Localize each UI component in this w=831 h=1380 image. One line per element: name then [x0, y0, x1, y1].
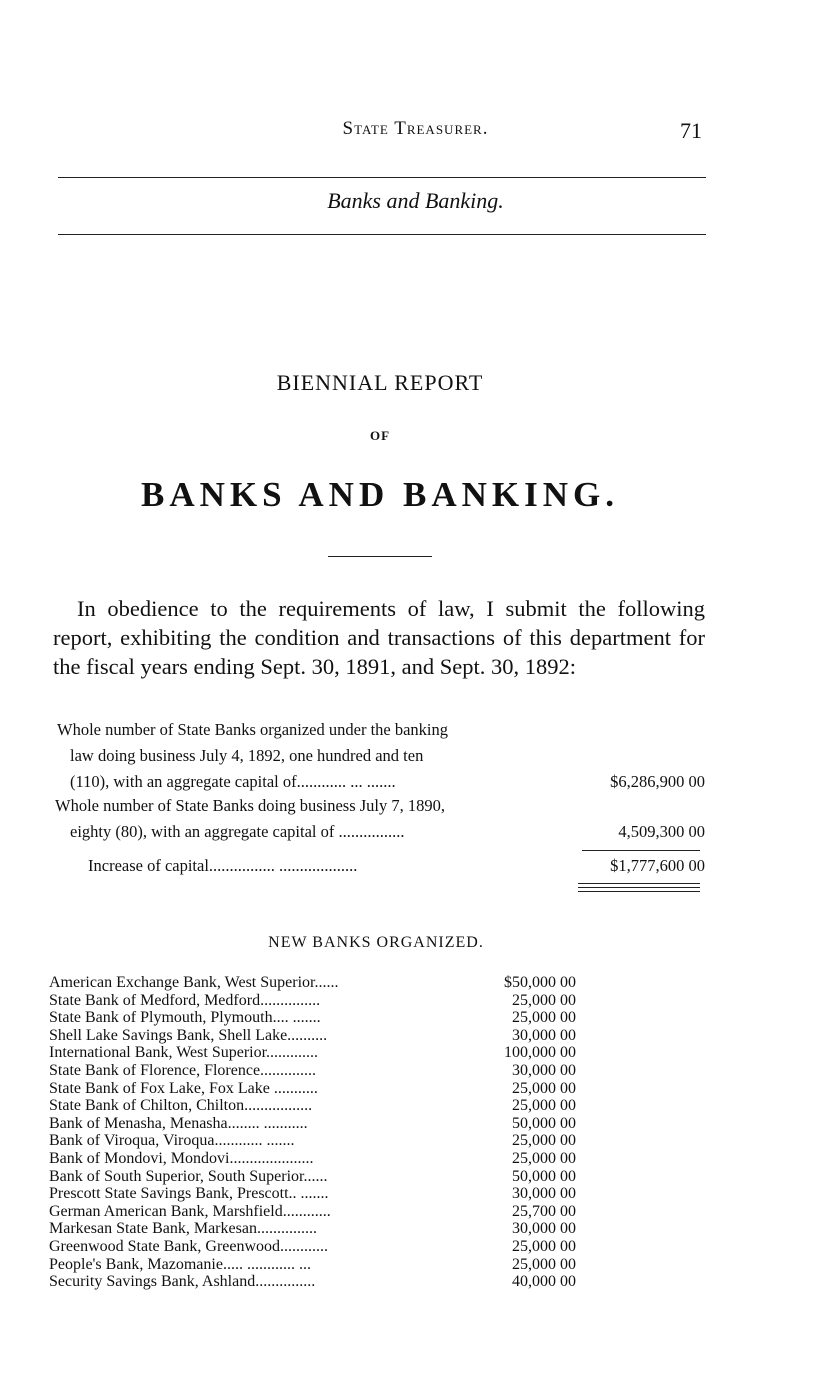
bank-capital: 50,000 00: [512, 1114, 576, 1132]
bank-capital: 25,000 00: [512, 1132, 576, 1150]
increase-amount: $1,777,600 00: [610, 856, 705, 875]
table-row: [49, 1256, 609, 1274]
bank-name: State Bank of Florence, Florence..............: [49, 1061, 317, 1079]
bank-capital: $50,000 00: [504, 974, 576, 991]
table-row: [49, 1097, 609, 1115]
bank-capital: 25,000 00: [512, 1149, 576, 1167]
header-rule-top: [58, 177, 706, 178]
summary-item1-line2: law doing business July 4, 1892, one hundred and ten: [70, 746, 424, 765]
bank-name: Bank of Menasha, Menasha........ ...........: [49, 1114, 308, 1132]
running-head: State Treasurer.: [342, 118, 489, 139]
increase-label: Increase of capital................ ...................: [88, 856, 358, 875]
summary-item1-line3: (110), with an aggregate capital of............ ... .......: [70, 772, 396, 791]
table-row: [49, 1044, 609, 1062]
bank-capital: 30,000 00: [512, 1185, 576, 1203]
bank-capital: 100,000 00: [504, 1044, 576, 1062]
table-row: [49, 1185, 609, 1203]
bank-capital: 25,000 00: [512, 991, 576, 1009]
title-divider: [328, 556, 432, 557]
page-number: 71: [680, 118, 702, 143]
report-title-line2: OF: [369, 428, 391, 443]
bank-name: State Bank of Fox Lake, Fox Lake ...........: [49, 1079, 318, 1097]
bank-capital: 50,000 00: [512, 1167, 576, 1185]
new-banks-table: [49, 974, 609, 1291]
table-row: [49, 974, 609, 992]
section-title: Banks and Banking.: [327, 188, 504, 213]
bank-capital: 25,700 00: [512, 1202, 576, 1220]
bank-name: Prescott State Savings Bank, Prescott.. .......: [49, 1185, 329, 1203]
summary-item2-line2: eighty (80), with an aggregate capital of ................: [70, 822, 405, 841]
bank-name: Shell Lake Savings Bank, Shell Lake..........: [49, 1026, 328, 1044]
report-title-line3: BANKS AND BANKING.: [141, 475, 619, 514]
intro-paragraph: In obedience to the requirements of law, I submit the following report, exhibiting the condition and transactions of this department for the fiscal years ending Sept. 30, 1891, and Sept. 30, 1892:: [53, 596, 705, 679]
table-row: [49, 1238, 609, 1256]
table-row: [49, 1273, 609, 1291]
total-rule-1: [578, 883, 700, 884]
summary-item2-amount: 4,509,300 00: [618, 822, 705, 841]
table-row: [49, 1027, 609, 1045]
bank-name: Bank of Mondovi, Mondovi.....................: [49, 1149, 314, 1167]
summary-rule: [582, 850, 700, 851]
summary-item2-line1: Whole number of State Banks doing business July 7, 1890,: [55, 796, 446, 815]
table-row: [49, 1220, 609, 1238]
table-row: [49, 1203, 609, 1221]
bank-name: American Exchange Bank, West Superior......: [49, 974, 339, 991]
bank-capital: 25,000 00: [512, 1097, 576, 1115]
table-row: [49, 1115, 609, 1133]
bank-name: Markesan State Bank, Markesan...............: [49, 1220, 317, 1238]
table-row: [49, 1150, 609, 1168]
header-rule-bottom: [58, 234, 706, 235]
bank-name: International Bank, West Superior.............: [49, 1044, 319, 1062]
total-rule-2: [578, 887, 700, 888]
bank-name: Security Savings Bank, Ashland...............: [49, 1273, 316, 1291]
bank-name: Bank of South Superior, South Superior......: [49, 1167, 328, 1185]
table-row: [49, 1080, 609, 1098]
table-row: [49, 1132, 609, 1150]
bank-name: Greenwood State Bank, Greenwood............: [49, 1237, 329, 1255]
summary-item1-line1: Whole number of State Banks organized under the banking: [57, 720, 449, 739]
bank-name: People's Bank, Mazomanie..... ............ ...: [49, 1255, 311, 1273]
bank-capital: 25,000 00: [512, 1237, 576, 1255]
bank-capital: 30,000 00: [512, 1220, 576, 1238]
bank-capital: 30,000 00: [512, 1026, 576, 1044]
bank-capital: 25,000 00: [512, 1079, 576, 1097]
bank-name: German American Bank, Marshfield............: [49, 1202, 331, 1220]
table-row: [49, 1009, 609, 1027]
table-row: [49, 992, 609, 1010]
report-title-line1: BIENNIAL REPORT: [276, 370, 484, 395]
bank-capital: 30,000 00: [512, 1061, 576, 1079]
total-rule-3: [578, 891, 700, 892]
bank-capital: 25,000 00: [512, 1255, 576, 1273]
bank-name: Bank of Viroqua, Viroqua............ .......: [49, 1132, 295, 1150]
table-row: [49, 1168, 609, 1186]
bank-capital: 25,000 00: [512, 1009, 576, 1027]
table-row: [49, 1062, 609, 1080]
bank-capital: 40,000 00: [512, 1273, 576, 1291]
bank-name: State Bank of Chilton, Chilton.................: [49, 1097, 313, 1115]
new-banks-heading: NEW BANKS ORGANIZED.: [268, 934, 484, 951]
summary-item1-amount: $6,286,900 00: [610, 772, 705, 791]
bank-name: State Bank of Medford, Medford...............: [49, 991, 321, 1009]
bank-name: State Bank of Plymouth, Plymouth.... .......: [49, 1009, 321, 1027]
